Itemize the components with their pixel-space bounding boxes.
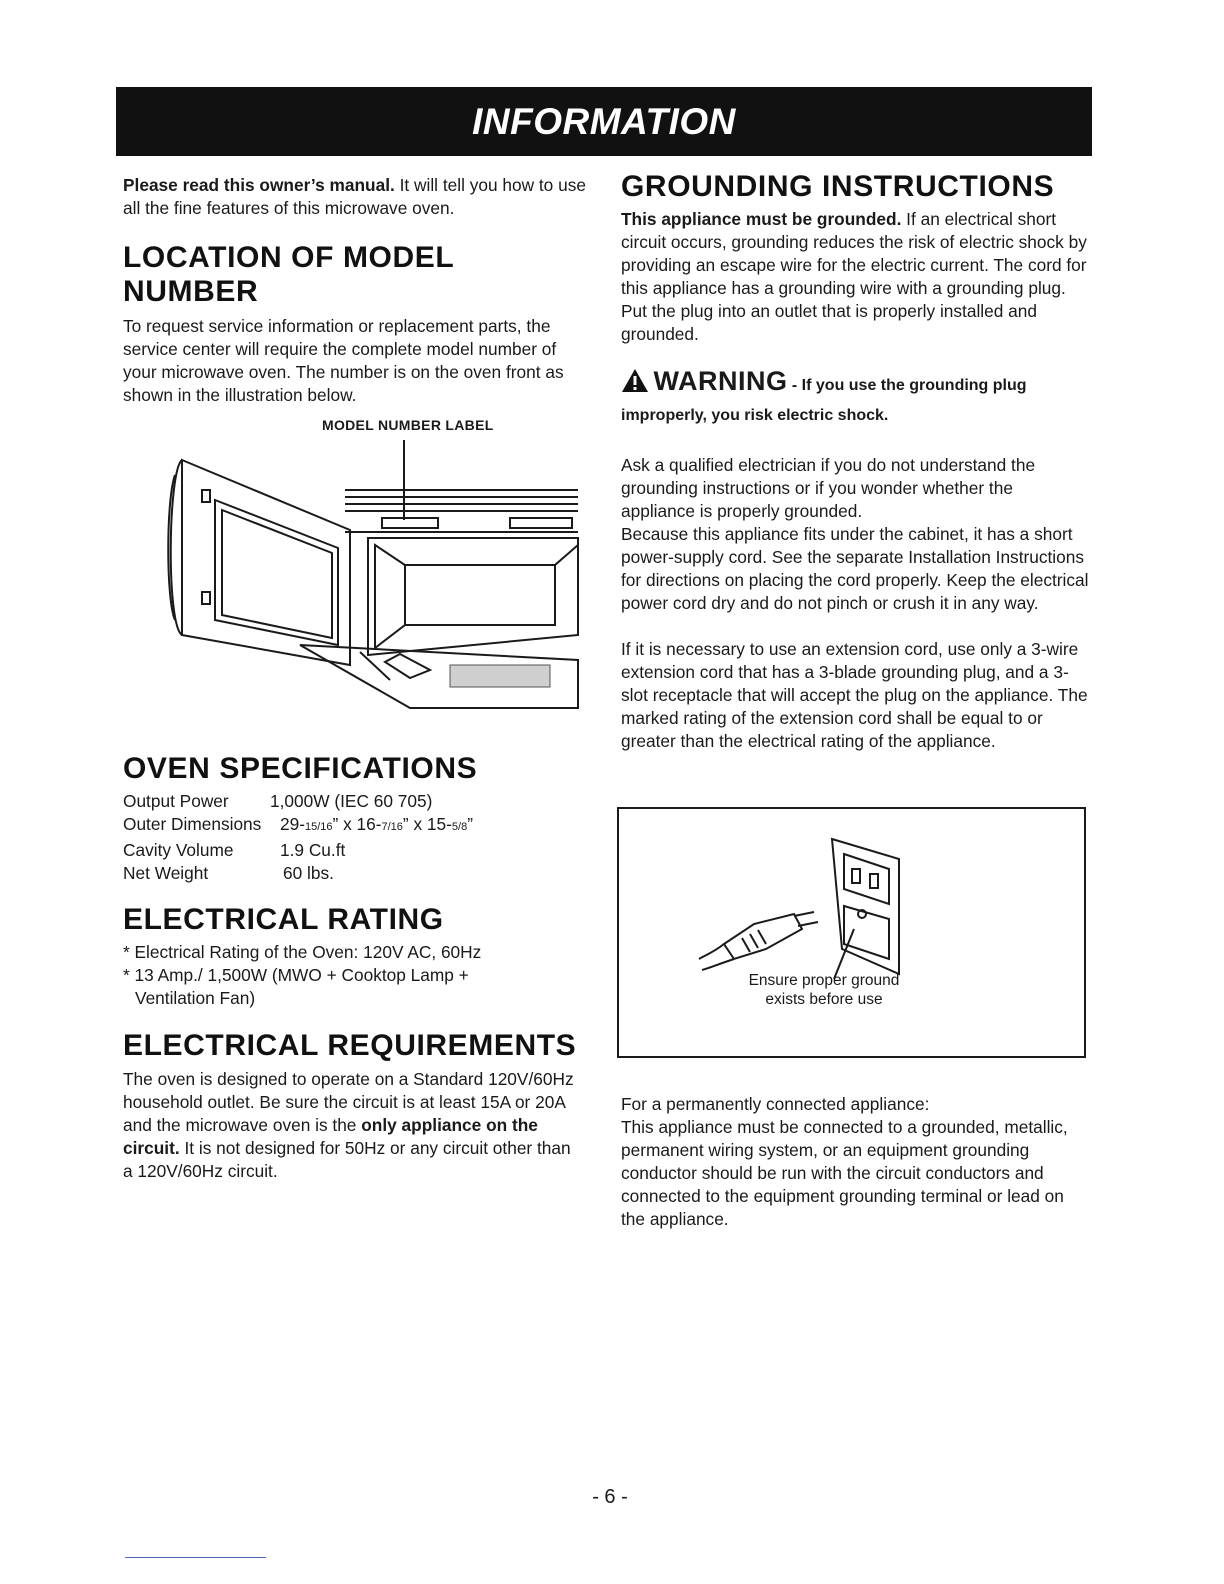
warning-title-line: [621, 366, 1091, 431]
permanent-line-1: For a permanently connected appliance:: [621, 1094, 930, 1114]
warning-para-2: Because this appliance fits under the cabinet, it has a short power-supply cord. See the separate Installation Instructions for directions on placing the cord properly. Keep the electrical power cord dry and do not pinch or crush it in any way.: [621, 524, 1089, 613]
spec-row-outer-dimensions: [123, 813, 593, 839]
electrical-requirements-section: [123, 1029, 578, 1183]
spec-value: 60 lbs.: [283, 863, 334, 883]
permanent-text: This appliance must be connected to a grounded, metallic, permanent wiring system, or an equipment grounding conductor should be run with the circuit conductors and connected to the equipment grounding terminal or lead on the appliance.: [621, 1117, 1068, 1229]
warning-section: [621, 366, 1091, 753]
requirements-text: The oven is designed to operate on a Standard 120V/60Hz household outlet. Be sure the circuit is at least 15A or 20A and the microwave oven is the only appliance on the circuit. It is not designed for 50Hz or any circuit other than a 120V/60Hz circuit.: [123, 1069, 574, 1181]
model-number-text: To request service information or replacement parts, the service center will require the complete model number of your microwave oven. The number is on the oven front as shown in the illustration below.: [123, 316, 564, 405]
spec-value: 29-15/16” x 16-7/16” x 15-5/8”: [280, 814, 473, 834]
electrical-rating-heading: ELECTRICAL RATING: [123, 903, 444, 936]
rating-line-2: * 13 Amp./ 1,500W (MWO + Cooktop Lamp +: [123, 965, 469, 985]
caption-line-1: Ensure proper ground: [748, 972, 900, 989]
intro-text: It will tell you how to use all the fine features of this microwave oven.: [123, 175, 586, 218]
spec-label: Cavity Volume: [123, 840, 234, 860]
footer-rule: [125, 1557, 266, 1558]
figure-caption: [619, 971, 1029, 1009]
electrical-requirements-heading: ELECTRICAL REQUIREMENTS: [123, 1029, 577, 1062]
rating-line-3: Ventilation Fan): [135, 988, 256, 1008]
spec-row-output-power: [123, 790, 593, 813]
spec-label: Net Weight: [123, 863, 209, 883]
warning-subtitle: - If you use the grounding plug improperly, you risk electric shock.: [621, 377, 1027, 424]
grounding-heading: GROUNDING INSTRUCTIONS: [621, 170, 1055, 203]
warning-para-1: Ask a qualified electrician if you do not understand the grounding instructions or if you wonder whether the appliance is properly grounded.: [621, 455, 1036, 521]
grounded-plug-outlet-illustration: [694, 834, 914, 979]
spec-row-cavity-volume: [123, 839, 593, 862]
grounding-section: [621, 170, 1091, 346]
spec-row-net-weight: [123, 862, 593, 885]
spec-value: 1.9 Cu.ft: [280, 840, 346, 860]
model-number-label-caption: MODEL NUMBER LABEL: [322, 417, 494, 433]
grounding-lead: This appliance must be grounded.: [621, 209, 902, 229]
requirements-bold: only appliance on the circuit.: [123, 1115, 538, 1158]
grounding-text: This appliance must be grounded. If an electrical short circuit occurs, grounding reduces the risk of electric shock by providing an escape wire for the electric current. The cord for this appliance has a grounding wire with a grounding plug. Put the plug into an outlet that is properly installed and grounded.: [621, 209, 1087, 344]
intro-lead: Please read this owner’s manual.: [123, 175, 395, 195]
model-number-heading: LOCATION OF MODEL NUMBER: [123, 241, 454, 308]
section-banner: INFORMATION: [116, 87, 1092, 156]
permanent-connection-section: [621, 1093, 1091, 1231]
oven-specs-heading: OVEN SPECIFICATIONS: [123, 752, 478, 785]
model-number-section: [123, 241, 593, 407]
oven-specifications-section: [123, 752, 593, 885]
microwave-illustration: [160, 440, 585, 715]
warning-title: WARNING: [653, 366, 788, 396]
spec-label: Outer Dimensions: [123, 814, 262, 834]
warning-triangle-icon: [621, 368, 649, 393]
spec-value: 1,000W (IEC 60 705): [270, 791, 433, 811]
grounding-figure-box: [617, 807, 1086, 1058]
spec-label: Output Power: [123, 791, 229, 811]
intro-paragraph: [123, 174, 593, 220]
warning-para-3: If it is necessary to use an extension cord, use only a 3-wire extension cord that has a 3-blade grounding plug, and a 3-slot receptacle that will accept the plug on the appliance. The marked rating of the extension cord shall be equal to or greater than the electrical rating of the appliance.: [621, 639, 1088, 751]
rating-line-1: * Electrical Rating of the Oven: 120V AC, 60Hz: [123, 942, 482, 962]
caption-line-2: exists before use: [765, 991, 883, 1008]
electrical-rating-section: [123, 903, 593, 1010]
page-number: - 6 -: [592, 1486, 628, 1508]
